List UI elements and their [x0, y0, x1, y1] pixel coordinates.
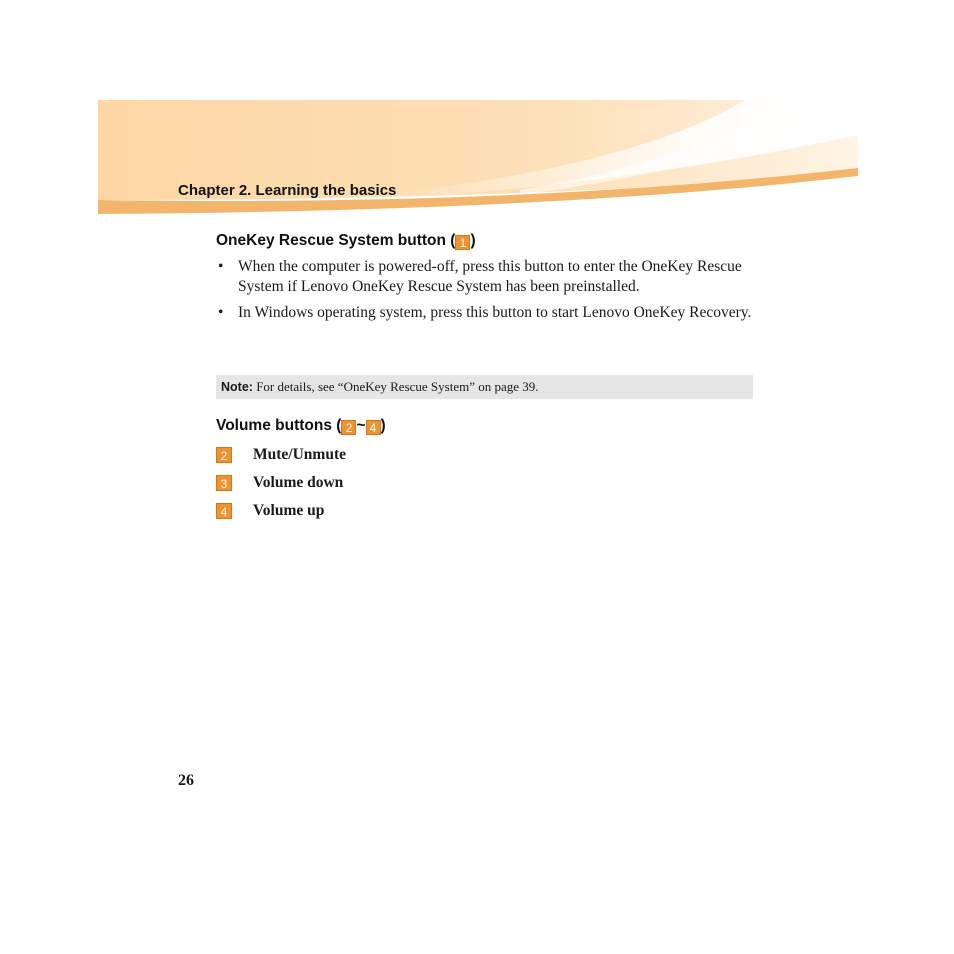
list-item: • In Windows operating system, press this button to start Lenovo OneKey Recovery. [218, 304, 752, 321]
button-2-badge-icon: 2 [341, 420, 356, 435]
chapter-title: Chapter 2. Learning the basics [178, 182, 397, 199]
volume-heading: Volume buttons ( 2 ~ 4 ) [216, 417, 386, 435]
button-1-badge-icon: 1 [455, 235, 470, 250]
onekey-bullet-list [216, 257, 756, 329]
note-box [216, 375, 753, 399]
onekey-heading: OneKey Rescue System button ( 1 ) [216, 232, 476, 250]
note-label: Note: [221, 380, 253, 394]
button-4-badge-icon: 4 [366, 420, 381, 435]
note-text: For details, see “OneKey Rescue System” on page 39. [252, 379, 539, 394]
button-2-badge-icon: 2 [216, 447, 232, 463]
list-item: • When the computer is powered-off, press this button to enter the OneKey Rescue System if Lenovo OneKey Rescue System has been preinstalled. [218, 258, 742, 295]
button-3-badge-icon: 3 [216, 475, 232, 491]
chapter-banner [0, 0, 954, 230]
page-number: 26 [178, 772, 194, 789]
onekey-heading-text: OneKey Rescue System button ( [216, 232, 456, 249]
button-4-badge-icon: 4 [216, 503, 232, 519]
